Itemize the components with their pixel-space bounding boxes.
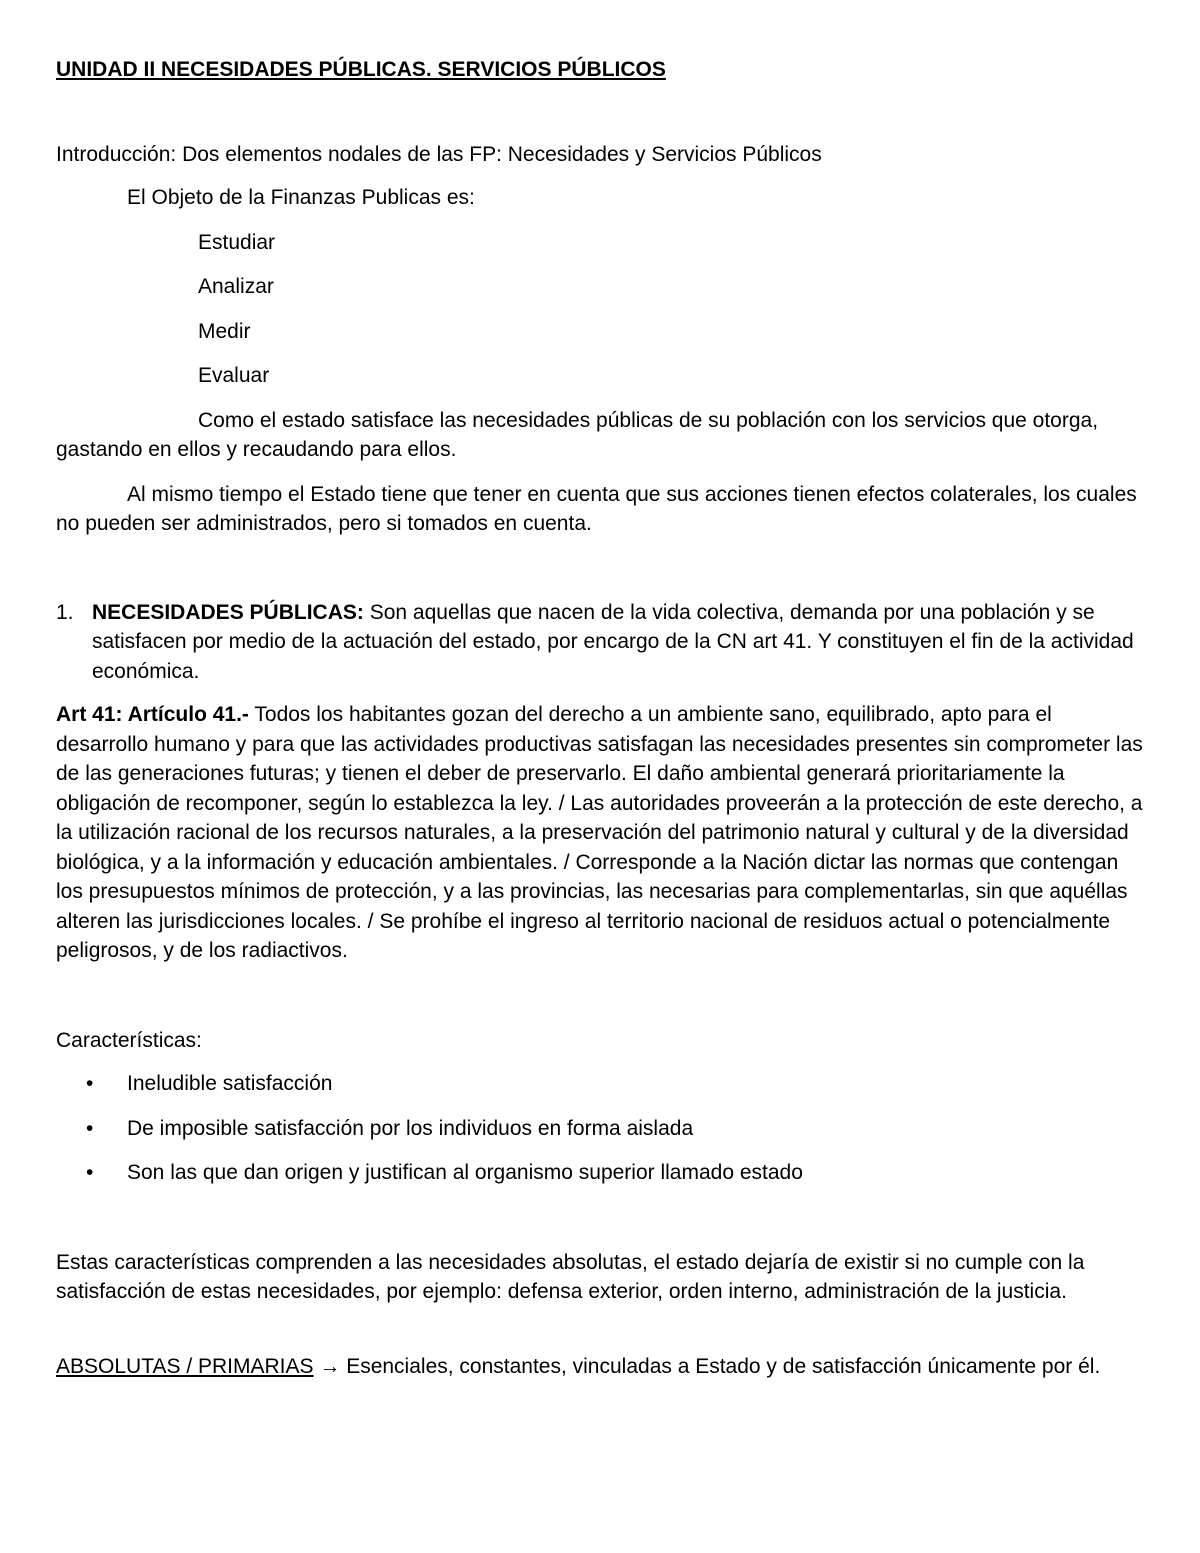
almismo-paragraph: Al mismo tiempo el Estado tiene que tener en cuenta que sus acciones tienen efectos colaterales, los cuales no pueden ser administrados, pero si tomados en cuenta. (56, 482, 1137, 535)
numbered-item-1 (56, 598, 1146, 687)
intro-paragraph: Introducción: Dos elementos nodales de las FP: Necesidades y Servicios Públicos (56, 142, 822, 166)
page-title: UNIDAD II NECESIDADES PÚBLICAS. SERVICIOS PÚBLICOS (56, 58, 666, 81)
list-item-text: Son las que dan origen y justifican al organismo superior llamado estado (127, 1161, 803, 1184)
list-item (56, 1069, 1146, 1099)
bullet-icon: • (86, 1072, 94, 1095)
verb-item: Analizar (198, 275, 274, 298)
absolutas-paragraph (56, 1352, 1146, 1382)
list-item (56, 1158, 1146, 1188)
article-41-paragraph (56, 700, 1146, 966)
item-number: 1. (56, 600, 74, 624)
item-body (92, 598, 1146, 687)
arrow-icon: → (313, 1354, 347, 1378)
como-paragraph: Como el estado satisface las necesidades públicas de su población con los servicios que otorga, gastando en ellos y recaudando para ellos. (56, 408, 1099, 461)
verb-list (56, 228, 1146, 391)
absolutas-text: Esenciales, constantes, vinculadas a Estado y de satisfacción únicamente por él. (346, 1354, 1101, 1378)
item-label: NECESIDADES PÚBLICAS: (92, 600, 364, 624)
caracteristicas-list (56, 1069, 1146, 1188)
verb-item: Evaluar (198, 364, 270, 387)
bullet-icon: • (86, 1116, 94, 1140)
list-item (56, 1114, 1146, 1144)
verb-item: Medir (198, 319, 251, 343)
list-item-text: Ineludible satisfacción (127, 1072, 333, 1095)
list-item-text: De imposible satisfacción por los individuos en forma aislada (127, 1116, 694, 1140)
objeto-paragraph: El Objeto de la Finanzas Publicas es: (127, 186, 475, 209)
verb-item: Estudiar (198, 230, 276, 254)
article-label: Art 41: Artículo 41.- (56, 703, 249, 726)
article-text: Todos los habitantes gozan del derecho a un ambiente sano, equilibrado, apto para el desarrollo humano y para que las actividades productivas satisfagan las necesidades presentes sin comprometer las de las generaciones futuras; y tienen el deber de preservarlo. El daño ambiental generará prioritariamente la obligación de recomponer, según lo establezca la ley. / Las autoridades proveerán a la protección de este derecho, a la utilización racional de los recursos naturales, a la preservación del patrimonio natural y cultural y de la diversidad biológica, y a la información y educación ambientales. / Corresponde a la Nación dictar las normas que contengan los presupuestos mínimos de protección, y a las provincias, las necesarias para complementarlas, sin que aquéllas alteren las jurisdicciones locales. / Se prohíbe el ingreso al territorio nacional de residuos actual o potencialmente peligrosos, y de los radiactivos. (56, 703, 1143, 962)
estas-paragraph: Estas características comprenden a las necesidades absolutas, el estado dejaría de existir si no cumple con la satisfacción de estas necesidades, por ejemplo: defensa exterior, orden interno, administración de la justicia. (56, 1250, 1085, 1303)
document-page (56, 55, 1146, 1381)
item-text: Son aquellas que nacen de la vida colectiva, demanda por una población y se satisfacen por medio de la actuación del estado, por encargo de la CN art 41. Y constituyen el fin de la actividad económica. (92, 600, 1134, 683)
caracteristicas-heading: Características: (56, 1028, 202, 1052)
absolutas-label: ABSOLUTAS / PRIMARIAS (56, 1354, 314, 1378)
bullet-icon: • (86, 1161, 94, 1184)
